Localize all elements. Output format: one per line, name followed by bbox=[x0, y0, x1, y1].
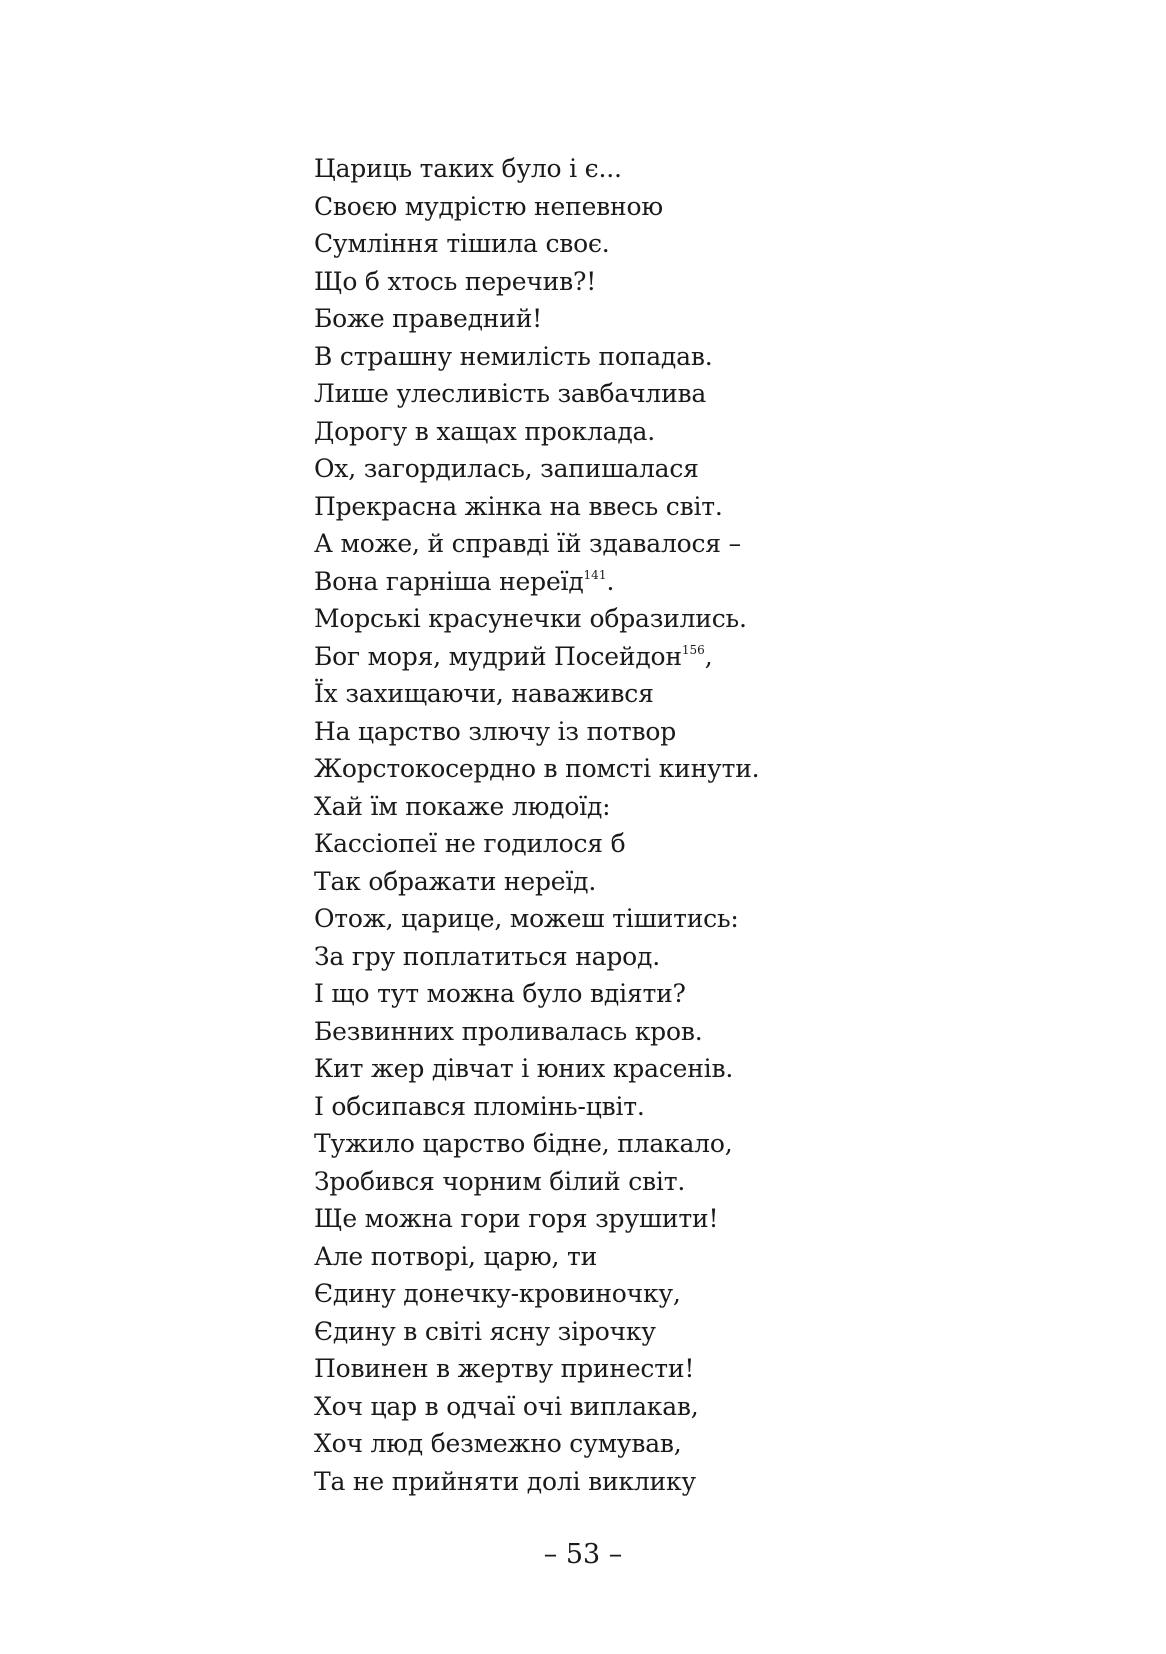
page-number: – 53 – bbox=[543, 1539, 623, 1570]
poem-line: Лише улесливість завбачлива bbox=[314, 379, 707, 408]
poem-line: Морські красунечки образились. bbox=[314, 604, 747, 633]
poem-line: За гру поплатиться народ. bbox=[314, 941, 660, 971]
poem-line: Жорстокосердно в помсті кинути. bbox=[314, 754, 760, 783]
poem-line: Єдину в світі ясну зірочку bbox=[314, 1316, 656, 1346]
poem-line: Повинен в жертву принести! bbox=[314, 1354, 695, 1383]
poem-line: Єдину донечку-кровиночку, bbox=[314, 1279, 681, 1308]
poem-line: Кассіопеї не годилося б bbox=[314, 829, 626, 858]
poem-line: Але потворі, царю, ти bbox=[314, 1241, 598, 1271]
poem-text-block bbox=[314, 150, 1074, 1500]
footnote-reference: 141 bbox=[583, 567, 607, 582]
poem-line: Зробився чорним білий світ. bbox=[314, 1166, 686, 1196]
poem-line: Та не прийняти долі виклику bbox=[314, 1466, 696, 1496]
poem-line: Сумління тішила своє. bbox=[314, 229, 610, 258]
poem-line: Прекрасна жінка на ввесь світ. bbox=[314, 491, 723, 521]
poem-line: На царство злючу із потвор bbox=[314, 716, 677, 746]
poem-line: Що б хтось перечив?! bbox=[314, 266, 597, 296]
poem-line: Своєю мудрістю непевною bbox=[314, 191, 663, 221]
poem-line: А може, й справді їй здавалося – bbox=[314, 529, 741, 558]
punctuation: , bbox=[704, 641, 713, 671]
poem-line: Ох, загордилась, запишалася bbox=[314, 454, 699, 483]
poem-line: Хай їм покаже людоїд: bbox=[314, 791, 611, 821]
poem-line: Хоч цар в одчаї очі виплакав, bbox=[314, 1391, 699, 1421]
poem-line-with-footnote bbox=[314, 638, 1074, 676]
poem-line: Тужило царство бідне, плакало, bbox=[314, 1129, 733, 1158]
footnote-reference: 156 bbox=[681, 642, 705, 657]
poem-line: Отож, царице, можеш тішитись: bbox=[314, 904, 739, 933]
poem-line-text: Вона гарніша нереїд bbox=[314, 566, 584, 596]
poem-line: Цариць таких було і є... bbox=[314, 154, 622, 183]
poem-line: Так ображати нереїд. bbox=[314, 866, 597, 896]
punctuation: . bbox=[606, 566, 615, 596]
poem-line: Кит жер дівчат і юних красенів. bbox=[314, 1054, 734, 1083]
poem-line: Дорогу в хащах проклада. bbox=[314, 416, 655, 446]
poem-line-with-footnote bbox=[314, 563, 1074, 601]
poem-line: Їх захищаючи, наважився bbox=[314, 679, 654, 708]
poem-line: Ще можна гори горя зрушити! bbox=[314, 1204, 719, 1233]
poem-line-text: Бог моря, мудрий Посейдон bbox=[314, 641, 682, 671]
poem-line: І обсипався пломінь-цвіт. bbox=[314, 1091, 645, 1121]
poem-line: І що тут можна було вдіяти? bbox=[314, 979, 686, 1008]
poem-line: Боже праведний! bbox=[314, 304, 543, 333]
poem-line: Хоч люд безмежно сумував, bbox=[314, 1429, 682, 1458]
poem-line: В страшну немилість попадав. bbox=[314, 341, 713, 371]
poem-line: Безвинних проливалась кров. bbox=[314, 1016, 703, 1046]
